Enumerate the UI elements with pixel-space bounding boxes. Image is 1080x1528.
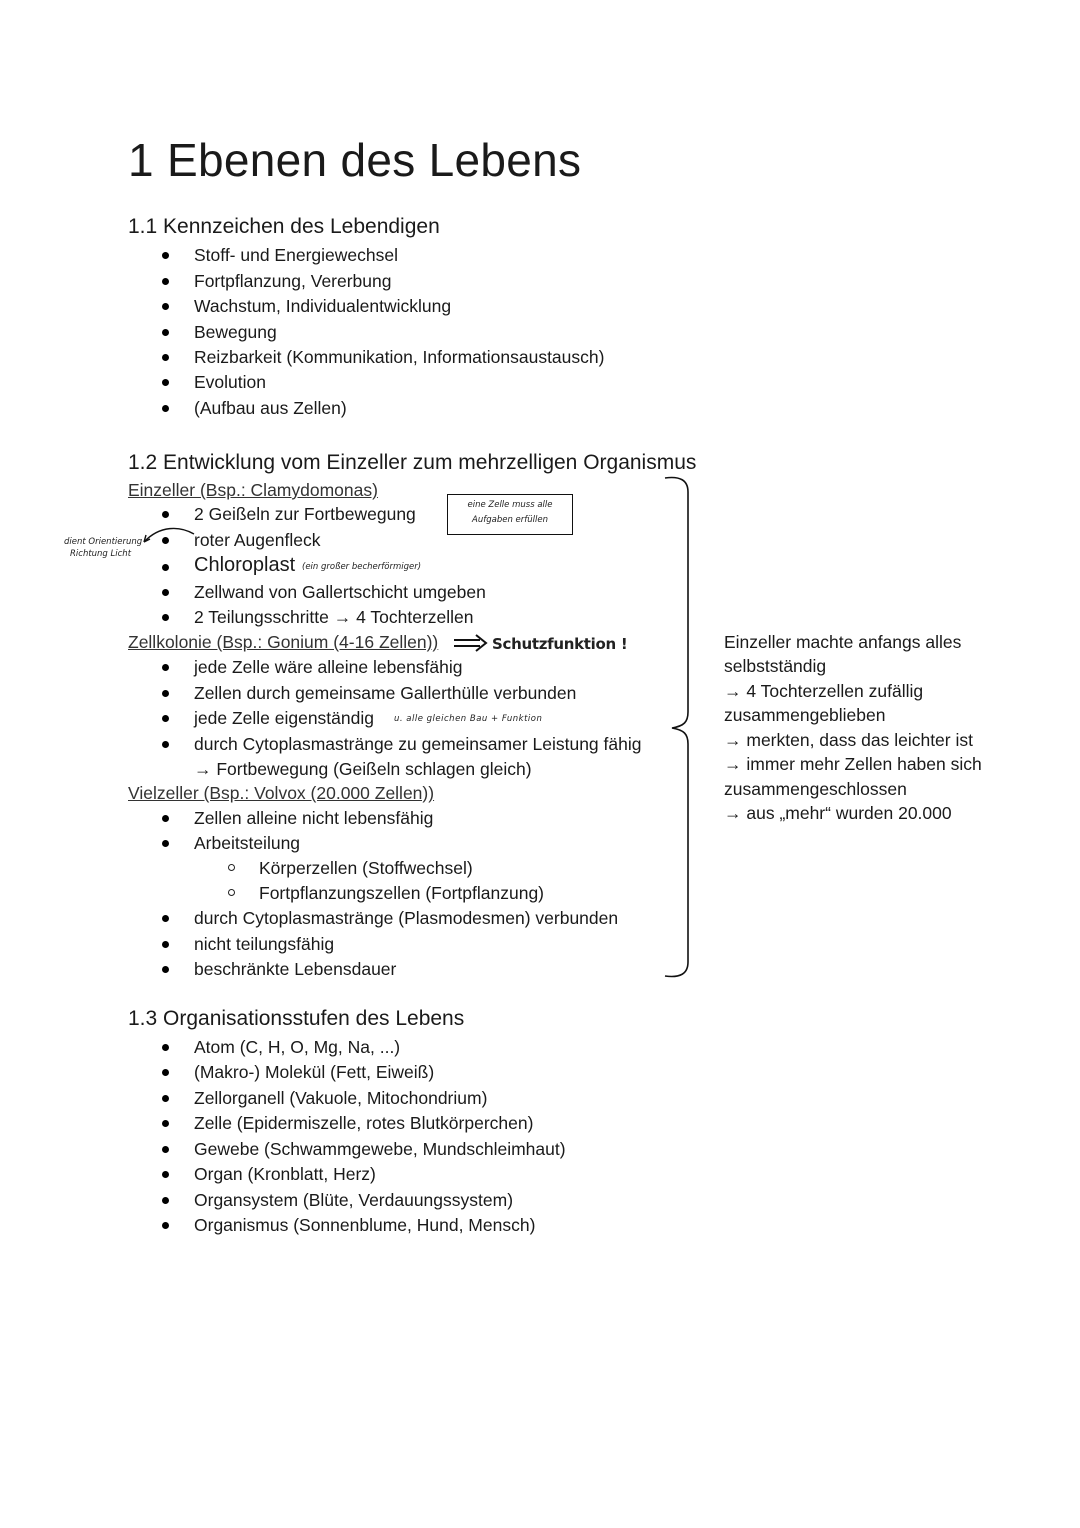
bullet xyxy=(162,664,169,671)
list-item: Zellen alleine nicht lebensfähig xyxy=(194,808,434,828)
section-heading-1-1: 1.1 Kennzeichen des Lebendigen xyxy=(128,215,440,238)
bullet xyxy=(162,329,169,336)
list-item: durch Cytoplasmastränge zu gemeinsamer Leistung fähig xyxy=(194,734,642,754)
side-note-line: zusammengeschlossen xyxy=(724,779,907,799)
list-item: Reizbarkeit (Kommunikation, Informationsaustausch) xyxy=(194,347,605,367)
curly-bracket xyxy=(660,472,700,984)
bullet xyxy=(162,1069,169,1076)
side-note-line: Einzeller machte anfangs alles xyxy=(724,632,962,652)
side-note-line: → immer mehr Zellen haben sich xyxy=(724,754,982,774)
list-item: roter Augenfleck xyxy=(194,530,321,550)
list-item: jede Zelle wäre alleine lebensfähig xyxy=(194,657,463,677)
bullet xyxy=(162,815,169,822)
bullet xyxy=(162,405,169,412)
list-item: jede Zelle eigenständig xyxy=(194,708,374,728)
list-item: Bewegung xyxy=(194,322,277,342)
bullet xyxy=(162,915,169,922)
list-item: Zellwand von Gallertschicht umgeben xyxy=(194,582,486,602)
list-item: Fortpflanzung, Vererbung xyxy=(194,271,392,291)
bullet xyxy=(162,715,169,722)
sub-list-item: Körperzellen (Stoffwechsel) xyxy=(259,858,473,878)
list-item: (Makro-) Molekül (Fett, Eiweiß) xyxy=(194,1062,435,1082)
chloroplast-note: (ein großer becherförmiger) xyxy=(302,562,422,572)
bullet xyxy=(162,1120,169,1127)
bullet xyxy=(162,1095,169,1102)
bullet xyxy=(162,303,169,310)
list-item: Gewebe (Schwammgewebe, Mundschleimhaut) xyxy=(194,1139,566,1159)
sub-bullet xyxy=(228,889,235,896)
bullet xyxy=(162,278,169,285)
bullet xyxy=(162,1171,169,1178)
section-heading-1-2: 1.2 Entwicklung vom Einzeller zum mehrzelligen Organismus xyxy=(128,451,697,474)
list-item: durch Cytoplasmastränge (Plasmodesmen) verbunden xyxy=(194,908,619,928)
bullet xyxy=(162,1222,169,1229)
list-item: Evolution xyxy=(194,372,266,392)
bullet xyxy=(162,966,169,973)
bullet xyxy=(162,564,169,571)
schutzfunktion-note: Schutzfunktion ! xyxy=(492,635,628,653)
list-item: Organismus (Sonnenblume, Hund, Mensch) xyxy=(194,1215,536,1235)
list-item: Stoff- und Energiewechsel xyxy=(194,245,398,265)
side-note-line: zusammengeblieben xyxy=(724,705,886,725)
sub-list-item: Fortpflanzungszellen (Fortpflanzung) xyxy=(259,883,545,903)
bullet xyxy=(162,379,169,386)
list-item: Wachstum, Individualentwicklung xyxy=(194,296,452,316)
bullet xyxy=(162,941,169,948)
bullet xyxy=(162,252,169,259)
sub-bullet xyxy=(228,864,235,871)
bullet xyxy=(162,614,169,621)
list-item: Chloroplast xyxy=(194,554,296,576)
bullet xyxy=(162,1197,169,1204)
section-heading-1-3: 1.3 Organisationsstufen des Lebens xyxy=(128,1007,465,1030)
list-item: Zellen durch gemeinsame Gallerthülle verbunden xyxy=(194,683,577,703)
margin-note-line1: dient Orientierung xyxy=(64,537,143,547)
note-box-line2: Aufgaben erfüllen xyxy=(472,515,548,525)
list-item: Zellorganell (Vakuole, Mitochondrium) xyxy=(194,1088,488,1108)
bullet xyxy=(162,537,169,544)
side-note-line: selbstständig xyxy=(724,656,827,676)
bullet xyxy=(162,354,169,361)
curved-arrow-icon xyxy=(140,526,196,548)
list-item: 2 Geißeln zur Fortbewegung xyxy=(194,504,416,524)
page-title: 1 Ebenen des Lebens xyxy=(128,134,582,186)
list-continuation: → Fortbewegung (Geißeln schlagen gleich) xyxy=(194,759,532,779)
bullet xyxy=(162,840,169,847)
list-item: 2 Teilungsschritte → 4 Tochterzellen xyxy=(194,607,474,627)
bullet xyxy=(162,589,169,596)
list-item: Zelle (Epidermiszelle, rotes Blutkörperchen) xyxy=(194,1113,534,1133)
list-item: (Aufbau aus Zellen) xyxy=(194,398,347,418)
list-item: Organsystem (Blüte, Verdauungssystem) xyxy=(194,1190,514,1210)
bullet xyxy=(162,511,169,518)
list-item: beschränkte Lebensdauer xyxy=(194,959,397,979)
double-arrow-icon xyxy=(452,634,490,652)
eigenstaendig-note: u. alle gleichen Bau + Funktion xyxy=(394,714,543,724)
note-box-line1: eine Zelle muss alle xyxy=(467,500,553,510)
side-note-line: → aus „mehr“ wurden 20.000 xyxy=(724,803,952,823)
side-note-line: → 4 Tochterzellen zufällig xyxy=(724,681,924,701)
einzeller-label: Einzeller (Bsp.: Clamydomonas) xyxy=(128,480,378,500)
bullet xyxy=(162,1146,169,1153)
list-item: Organ (Kronblatt, Herz) xyxy=(194,1164,376,1184)
margin-note-line2: Richtung Licht xyxy=(70,549,132,559)
list-item: nicht teilungsfähig xyxy=(194,934,335,954)
vielzeller-label: Vielzeller (Bsp.: Volvox (20.000 Zellen)) xyxy=(128,783,435,803)
side-note-line: → merkten, dass das leichter ist xyxy=(724,730,973,750)
bullet xyxy=(162,690,169,697)
bullet xyxy=(162,741,169,748)
list-item: Arbeitsteilung xyxy=(194,833,301,853)
bullet xyxy=(162,1044,169,1051)
list-item: Atom (C, H, O, Mg, Na, ...) xyxy=(194,1037,401,1057)
kolonie-label: Zellkolonie (Bsp.: Gonium (4-16 Zellen)) xyxy=(128,632,439,652)
